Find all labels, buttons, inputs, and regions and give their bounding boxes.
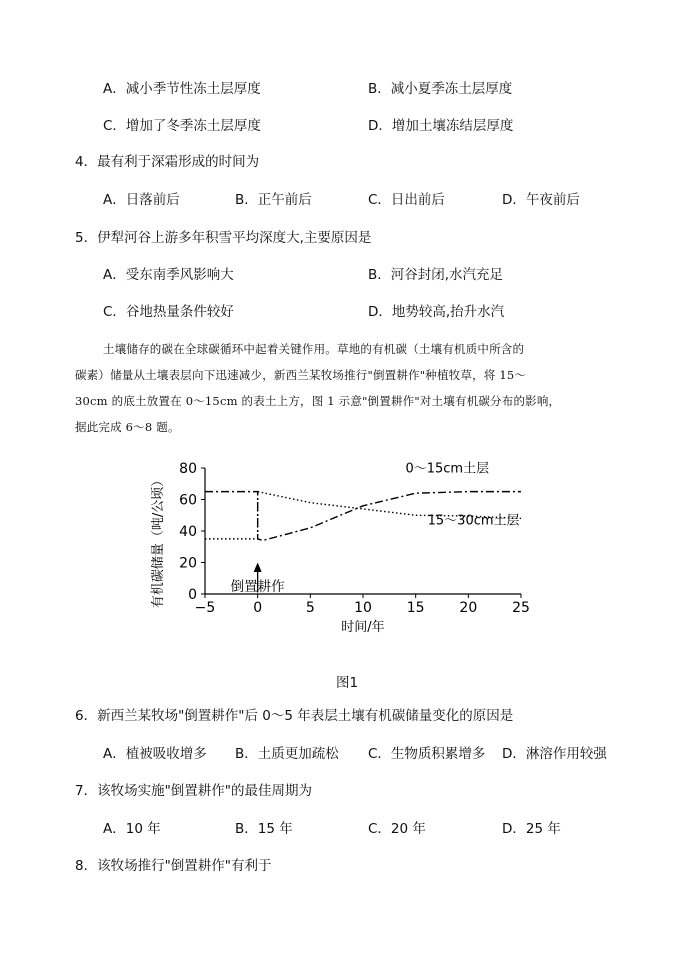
x-tick-label: 15 <box>406 600 425 616</box>
x-axis-label: 时间/年 <box>341 620 385 635</box>
passage-line-2: 碳素）储量从土壤表层向下迅速减少，新西兰某牧场推行"倒置耕作"种植牧草，将 15～ <box>75 368 527 382</box>
q6-option-d: D．淋溶作用较强 <box>502 746 607 762</box>
y-axis-label: 有机碳储量（吨/公顷） <box>151 473 166 609</box>
q7-option-a: A．10 年 <box>103 821 161 837</box>
series-label-15-30cm: 15～30cm土层 <box>427 513 520 529</box>
q5-option-a: A．受东南季风影响大 <box>103 267 234 283</box>
q5-option-c: C．谷地热量条件较好 <box>103 304 234 320</box>
passage-line-3: 30cm 的底土放置在 0～15cm 的表土上方，图 1 示意"倒置耕作"对土壤有机碳分布的影响， <box>75 394 561 408</box>
y-tick-label: 0 <box>188 587 197 603</box>
q6-option-c: C．生物质积累增多 <box>368 746 486 762</box>
q4-stem: 4．最有利于深霜形成的时间为 <box>75 154 260 170</box>
annotation-label: 倒置耕作 <box>230 579 285 595</box>
q3-option-c: C．增加了冬季冻土层厚度 <box>103 118 261 134</box>
q4-option-c: C．日出前后 <box>368 192 445 208</box>
q6-stem: 6．新西兰某牧场"倒置耕作"后 0～5 年表层土壤有机碳储量变化的原因是 <box>75 708 514 724</box>
q4-option-b: B．正午前后 <box>235 192 312 208</box>
q7-option-b: B．15 年 <box>235 821 293 837</box>
x-tick-label: 25 <box>512 600 530 616</box>
q3-option-d: D．增加土壤冻结层厚度 <box>368 118 514 134</box>
x-tick-label: 5 <box>305 600 315 616</box>
q5-stem: 5．伊犁河谷上游多年积雪平均深度大,主要原因是 <box>75 230 372 246</box>
q8-stem: 8．该牧场推行"倒置耕作"有利于 <box>75 858 272 874</box>
x-tick-label: 0 <box>253 600 263 616</box>
y-tick-label: 40 <box>179 524 197 540</box>
q6-option-b: B．土质更加疏松 <box>235 746 339 762</box>
passage-line-1: 土壤储存的碳在全球碳循环中起着关键作用。草地的有机碳（土壤有机质中所含的 <box>103 342 525 356</box>
series-label-0-15cm: 0～15cm土层 <box>405 461 490 477</box>
figure-caption: 图1 <box>336 675 359 691</box>
y-tick-label: 60 <box>179 492 197 509</box>
annotation-arrow-head <box>254 563 262 572</box>
passage-line-4: 据此完成 6～8 题。 <box>75 420 180 434</box>
q4-option-a: A．日落前后 <box>103 192 180 208</box>
q7-option-d: D．25 年 <box>502 821 561 837</box>
q6-option-a: A．植被吸收增多 <box>103 746 207 762</box>
q5-option-d: D．地势较高,抬升水汽 <box>368 304 505 320</box>
q7-option-c: C．20 年 <box>368 821 426 837</box>
passage <box>75 336 585 440</box>
q3-option-a: A．减小季节性冻土层厚度 <box>103 81 261 97</box>
figure-1-chart <box>140 450 560 660</box>
x-tick-label: −5 <box>194 600 216 616</box>
q5-option-b: B．河谷封闭,水汽充足 <box>368 267 504 283</box>
q4-option-d: D．午夜前后 <box>502 192 580 208</box>
y-tick-label: 80 <box>179 461 197 477</box>
x-tick-label: 20 <box>459 600 478 616</box>
y-tick-label: 20 <box>179 555 197 572</box>
q7-stem: 7．该牧场实施"倒置耕作"的最佳周期为 <box>75 783 313 799</box>
q3-option-b: B．减小夏季冻土层厚度 <box>368 81 513 97</box>
x-tick-label: 10 <box>354 600 372 616</box>
